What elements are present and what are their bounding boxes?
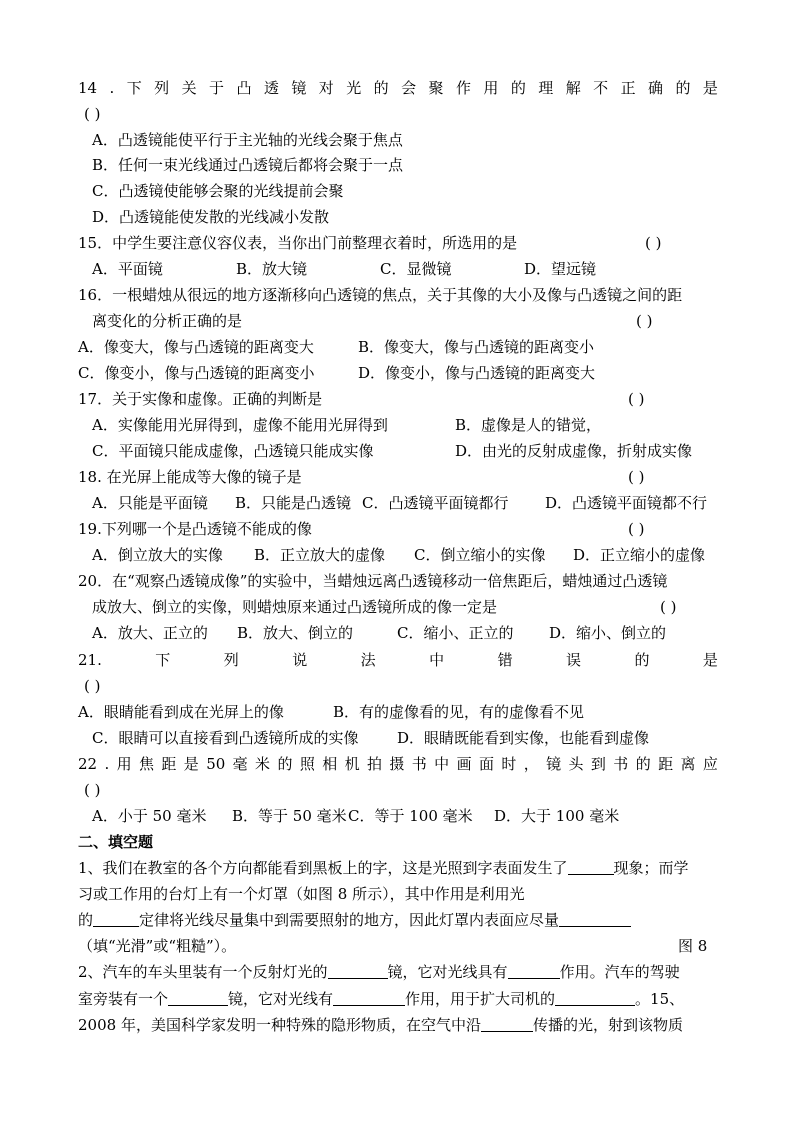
fill2-text-f: 作用，用于扩大司机的 [405,990,556,1008]
stem-char: 的 [634,651,650,669]
q14-option-c: C．凸透镜使能够会聚的光线提前会聚 [92,182,344,200]
stem-char: 对 [318,79,334,97]
stem-char: 米 [255,755,271,773]
stem-char: 相 [322,755,338,773]
q21-option-b: B．有的虚像看的见，有的虚像看不见 [333,703,585,721]
stem-char: 确 [648,79,664,97]
fill2-line1 [78,962,680,982]
stem-char: 14 [78,79,98,97]
q15-paren: ( ) [645,234,662,252]
q17-stem: 17．关于实像和虚像。正确的判断是 [78,390,323,408]
q19-option-d: D．正立缩小的虚像 [573,546,706,564]
stem-char: 面 [478,755,494,773]
q14-stem [78,78,718,98]
q22-option-d: D．大于 100 毫米 [494,807,620,825]
q15-option-d: D．望远镜 [524,260,597,278]
q14-option-a: A．凸透镜能使平行于主光轴的光线会聚于焦点 [92,131,403,149]
stem-char: 的 [635,755,651,773]
stem-char: . [109,79,115,97]
q17-option-c: C．平面镜只能成虚像，凸透镜只能成实像 [92,442,374,460]
q16-option-c: C．像变小，像与凸透镜的距离变小 [78,364,315,382]
section-heading: 二、填空题 [78,833,154,851]
q18-option-a: A．只能是平面镜 [92,494,208,512]
fill2-text-b: 镜，它对光线具有 [387,963,508,981]
q20-paren: ( ) [660,598,677,616]
stem-char: 法 [360,651,376,669]
stem-char: 透 [263,79,279,97]
stem-char: 用 [483,79,499,97]
fill2-blank-3 [168,989,228,1006]
stem-char: 理 [538,79,554,97]
figure-label: 图 8 [678,937,708,955]
stem-char: 照 [299,755,315,773]
stem-char: 书 [613,755,629,773]
stem-char: 下 [126,79,142,97]
q20-stem-line1: 20．在“观察凸透镜成像”的实验中，当蜡烛远离凸透镜移动一倍焦距后，蜡烛通过凸透镜 [78,572,668,590]
q17-paren: ( ) [628,390,645,408]
q14-option-d: D．凸透镜能使发散的光线减小发散 [92,208,330,226]
q22-option-a: A．小于 50 毫米 [92,807,207,825]
stem-char: 列 [223,651,239,669]
q20-option-d: D．缩小、倒立的 [549,624,667,642]
q15-option-b: B．放大镜 [236,260,308,278]
q17-option-b: B．虚像是人的错觉， [455,416,602,434]
stem-char: 是 [702,79,718,97]
q18-option-c: C．凸透镜平面镜都行 [362,494,509,512]
fill2-blank-5 [555,989,635,1006]
stem-char: 的 [510,79,526,97]
q22-paren: ( ) [84,781,101,799]
q21-option-d: D．眼睛既能看到实像，也能看到虚像 [397,729,650,747]
stem-char: 列 [154,79,170,97]
stem-char: 错 [497,651,513,669]
q20-stem-line2: 成放大、倒立的实像，则蜡烛原来通过凸透镜所成的像一定是 [92,598,498,616]
q17-option-d: D．由光的反射成虚像，折射成实像 [455,442,693,460]
q19-option-a: A．倒立放大的实像 [92,546,223,564]
fill2-text-c: 作用。汽车的驾驶 [559,963,680,981]
stem-char: 的 [277,755,293,773]
fill1-line1 [78,858,689,878]
fill1-line2: 习或工作用的台灯上有一个灯罩（如图 8 所示），其中作用是利用光 [78,885,525,903]
stem-char: 正 [620,79,636,97]
stem-char: 作 [455,79,471,97]
stem-char: 光 [346,79,362,97]
q20-option-b: B．放大、倒立的 [237,624,354,642]
fill1-blank-3 [559,910,631,927]
stem-char: 于 [209,79,225,97]
stem-char: 应 [702,755,718,773]
stem-char: 聚 [428,79,444,97]
stem-char: 说 [292,651,308,669]
stem-char: 离 [680,755,696,773]
stem-char: 50 [206,755,226,773]
fill2-text-i: 传播的光，射到该物质 [532,1016,683,1034]
stem-char: 画 [456,755,472,773]
fill2-blank-6 [481,1015,533,1032]
stem-char: 不 [593,79,609,97]
q15-option-c: C．显微镜 [380,260,452,278]
stem-char: 关 [181,79,197,97]
fill2-text-a: 2、汽车的车头里装有一个反射灯光的 [78,963,328,981]
q15-option-a: A．平面镜 [92,260,163,278]
stem-char: 距 [161,755,177,773]
stem-char: 误 [566,651,582,669]
q15-stem: 15．中学生要注意仪容仪表，当你出门前整理衣着时，所选用的是 [78,234,518,252]
stem-char: 中 [429,651,445,669]
fill1-text-c: 的 [78,911,94,929]
fill2-blank-4 [333,989,405,1006]
stem-char: 到 [590,755,606,773]
fill2-text-d: 室旁装有一个 [78,990,169,1008]
q21-option-a: A．眼睛能看到成在光屏上的像 [78,703,284,721]
stem-char: 距 [658,755,674,773]
stem-char: 焦 [139,755,155,773]
q16-option-d: D．像变小，像与凸透镜的距离变大 [358,364,596,382]
q20-option-c: C．缩小、正立的 [397,624,514,642]
stem-char: 中 [434,755,450,773]
fill2-line3 [78,1015,683,1035]
stem-char: 是 [702,651,718,669]
q21-option-c: C．眼睛可以直接看到凸透镜所成的实像 [92,729,359,747]
stem-char: 镜 [546,755,562,773]
fill2-text-h: 2008 年，美国科学家发明一种特殊的隐形物质，在空气中沿 [78,1016,481,1034]
stem-char: 的 [675,79,691,97]
stem-char: ， [523,755,539,773]
stem-char: 时 [501,755,517,773]
q21-stem [78,650,718,670]
stem-char: 凸 [236,79,252,97]
stem-char: 毫 [232,755,248,773]
q18-paren: ( ) [628,468,645,486]
q18-option-d: D．凸透镜平面镜都不行 [545,494,708,512]
q18-stem: 18. 在光屏上能成等大像的镜子是 [78,468,302,486]
stem-char: 的 [373,79,389,97]
q19-option-c: C．倒立缩小的实像 [414,546,546,564]
stem-char: 21. [78,651,102,669]
q20-option-a: A．放大、正立的 [92,624,208,642]
fill1-blank-1 [568,858,614,875]
q21-paren: ( ) [84,677,101,695]
stem-char: 下 [155,651,171,669]
stem-char: 拍 [367,755,383,773]
q14-option-b: B．任何一束光线通过凸透镜后都将会聚于一点 [92,156,404,174]
fill1-text-d: 定律将光线尽量集中到需要照射的地方，因此灯罩内表面应尽量 [139,911,560,929]
fill1-blank-2 [93,910,139,927]
q22-stem [78,754,718,774]
stem-char: . [104,755,110,773]
q16-option-b: B．像变大，像与凸透镜的距离变小 [358,338,595,356]
fill2-blank-1 [328,962,388,979]
q16-paren: ( ) [636,312,653,330]
stem-char: 22 [78,755,98,773]
q19-paren: ( ) [628,520,645,538]
stem-char: 摄 [389,755,405,773]
fill1-text-b: 现象；而学 [613,859,689,877]
fill1-line3 [78,910,631,930]
fill1-line4: （填“光滑”或“粗糙”）。 [78,937,237,955]
fill1-text-a: 1、我们在教室的各个方向都能看到黑板上的字，这是光照到字表面发生了 [78,859,568,877]
q16-stem-line2: 离变化的分析正确的是 [92,312,243,330]
fill2-blank-2 [508,962,560,979]
fill2-line2 [78,989,684,1009]
stem-char: 书 [411,755,427,773]
q16-stem-line1: 16．一根蜡烛从很远的地方逐渐移向凸透镜的焦点，关于其像的大小及像与凸透镜之间的距 [78,286,683,304]
stem-char: 解 [565,79,581,97]
stem-char: 机 [344,755,360,773]
q19-option-b: B．正立放大的虚像 [254,546,386,564]
q16-option-a: A．像变大，像与凸透镜的距离变大 [78,338,314,356]
stem-char: 是 [183,755,199,773]
stem-char: 头 [568,755,584,773]
q17-option-a: A．实像能用光屏得到，虚像不能用光屏得到 [92,416,388,434]
q22-option-c: C．等于 100 毫米 [348,807,473,825]
stem-char: 镜 [291,79,307,97]
q14-paren: ( ) [84,105,101,123]
q22-option-b: B．等于 50 毫米 [232,807,347,825]
q19-stem: 19.下列哪一个是凸透镜不能成的像 [78,520,312,538]
fill2-text-g: 。15、 [635,990,685,1008]
fill2-text-e: 镜，它对光线有 [228,990,334,1008]
stem-char: 用 [116,755,132,773]
q18-option-b: B．只能是凸透镜 [235,494,352,512]
stem-char: 会 [401,79,417,97]
